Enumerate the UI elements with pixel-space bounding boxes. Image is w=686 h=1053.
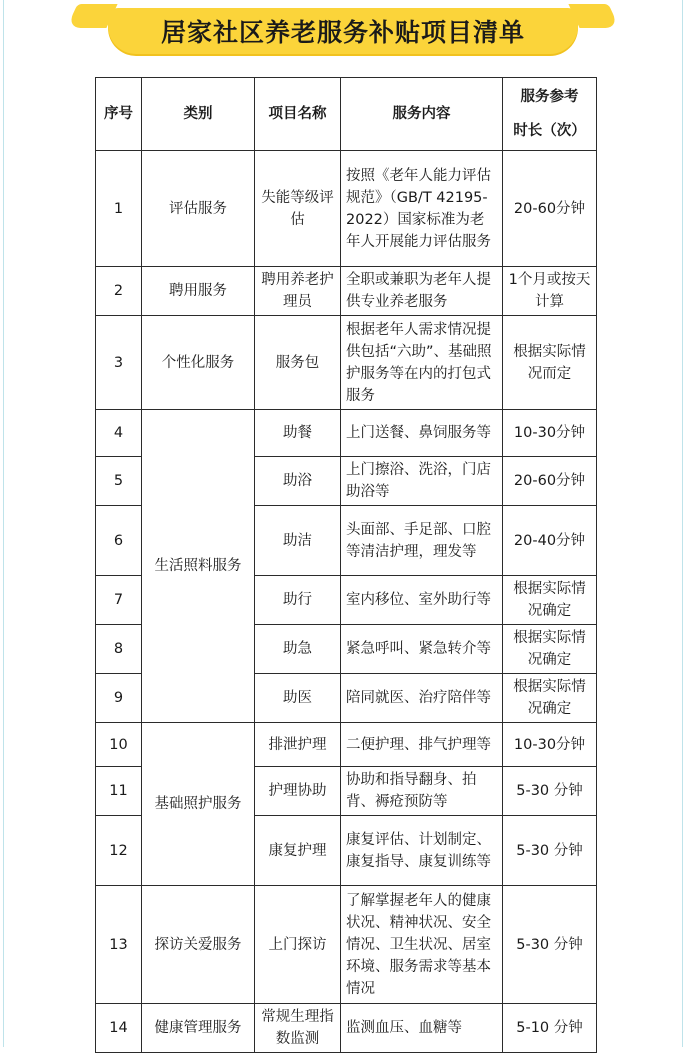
row-index: 2 (96, 267, 142, 316)
row-content: 室内移位、室外助行等 (341, 576, 503, 625)
row-content: 了解掌握老年人的健康状况、精神状况、安全情况、卫生状况、居室环境、服务需求等基本情况 (341, 886, 503, 1004)
row-name: 排泄护理 (255, 723, 341, 767)
row-category: 基础照护服务 (142, 723, 255, 886)
row-duration: 根据实际情况确定 (503, 674, 597, 723)
row-category: 探访关爱服务 (142, 886, 255, 1004)
row-index: 10 (96, 723, 142, 767)
row-name: 助浴 (255, 457, 341, 506)
row-index: 6 (96, 506, 142, 576)
table-row (96, 151, 597, 267)
row-content: 全职或兼职为老年人提供专业养老服务 (341, 267, 503, 316)
row-duration: 根据实际情况确定 (503, 576, 597, 625)
row-duration: 1个月或按天计算 (503, 267, 597, 316)
row-content: 头面部、手足部、口腔等清洁护理，理发等 (341, 506, 503, 576)
row-index: 11 (96, 767, 142, 816)
row-content: 上门送餐、鼻饲服务等 (341, 410, 503, 457)
row-content: 陪同就医、治疗陪伴等 (341, 674, 503, 723)
frame-right-line (682, 0, 683, 1047)
row-content: 按照《老年人能力评估规范》（GB/T 42195-2022）国家标准为老年人开展能力评估服务 (341, 151, 503, 267)
header-duration (503, 78, 597, 151)
row-index: 12 (96, 816, 142, 886)
table-row (96, 316, 597, 410)
row-duration: 5-30 分钟 (503, 886, 597, 1004)
row-category: 健康管理服务 (142, 1004, 255, 1053)
row-duration: 根据实际情况而定 (503, 316, 597, 410)
row-duration: 5-10 分钟 (503, 1004, 597, 1053)
row-index: 8 (96, 625, 142, 674)
row-name: 上门探访 (255, 886, 341, 1004)
row-index: 7 (96, 576, 142, 625)
header-duration-line2: 时长（次） (513, 123, 586, 139)
row-name: 失能等级评估 (255, 151, 341, 267)
row-name: 常规生理指数监测 (255, 1004, 341, 1053)
row-index: 5 (96, 457, 142, 506)
row-content: 协助和指导翻身、拍背、褥疮预防等 (341, 767, 503, 816)
row-content: 康复评估、计划制定、康复指导、康复训练等 (341, 816, 503, 886)
row-duration: 20-60分钟 (503, 151, 597, 267)
table-row (96, 886, 597, 1004)
row-category: 评估服务 (142, 151, 255, 267)
row-name: 助医 (255, 674, 341, 723)
subsidy-table (95, 77, 597, 1053)
row-name: 助洁 (255, 506, 341, 576)
table-row (96, 410, 597, 457)
row-content: 根据老年人需求情况提供包括“六助”、基础照护服务等在内的打包式服务 (341, 316, 503, 410)
row-index: 3 (96, 316, 142, 410)
table-row (96, 723, 597, 767)
row-content: 二便护理、排气护理等 (341, 723, 503, 767)
row-duration: 10-30分钟 (503, 410, 597, 457)
table-row (96, 267, 597, 316)
row-name: 助急 (255, 625, 341, 674)
row-duration: 5-30 分钟 (503, 816, 597, 886)
table-header-row (96, 78, 597, 151)
row-index: 1 (96, 151, 142, 267)
row-content: 紧急呼叫、紧急转介等 (341, 625, 503, 674)
frame-left-line (3, 0, 4, 1047)
header-category: 类别 (142, 78, 255, 151)
row-name: 康复护理 (255, 816, 341, 886)
row-duration: 20-60分钟 (503, 457, 597, 506)
row-duration: 根据实际情况确定 (503, 625, 597, 674)
row-index: 9 (96, 674, 142, 723)
row-category: 聘用服务 (142, 267, 255, 316)
page-title: 居家社区养老服务补贴项目清单 (160, 18, 525, 47)
row-name: 聘用养老护理员 (255, 267, 341, 316)
row-duration: 5-30 分钟 (503, 767, 597, 816)
row-name: 护理协助 (255, 767, 341, 816)
row-content: 监测血压、血糖等 (341, 1004, 503, 1053)
row-index: 4 (96, 410, 142, 457)
table-row (96, 1004, 597, 1053)
row-name: 服务包 (255, 316, 341, 410)
row-name: 助餐 (255, 410, 341, 457)
header-name: 项目名称 (255, 78, 341, 151)
header-index: 序号 (96, 78, 142, 151)
row-category: 生活照料服务 (142, 410, 255, 723)
row-content: 上门擦浴、洗浴，门店助浴等 (341, 457, 503, 506)
title-banner (108, 8, 578, 54)
header-duration-line1: 服务参考 (520, 89, 579, 105)
row-index: 13 (96, 886, 142, 1004)
header-content: 服务内容 (341, 78, 503, 151)
row-category: 个性化服务 (142, 316, 255, 410)
row-index: 14 (96, 1004, 142, 1053)
row-duration: 10-30分钟 (503, 723, 597, 767)
row-duration: 20-40分钟 (503, 506, 597, 576)
row-name: 助行 (255, 576, 341, 625)
